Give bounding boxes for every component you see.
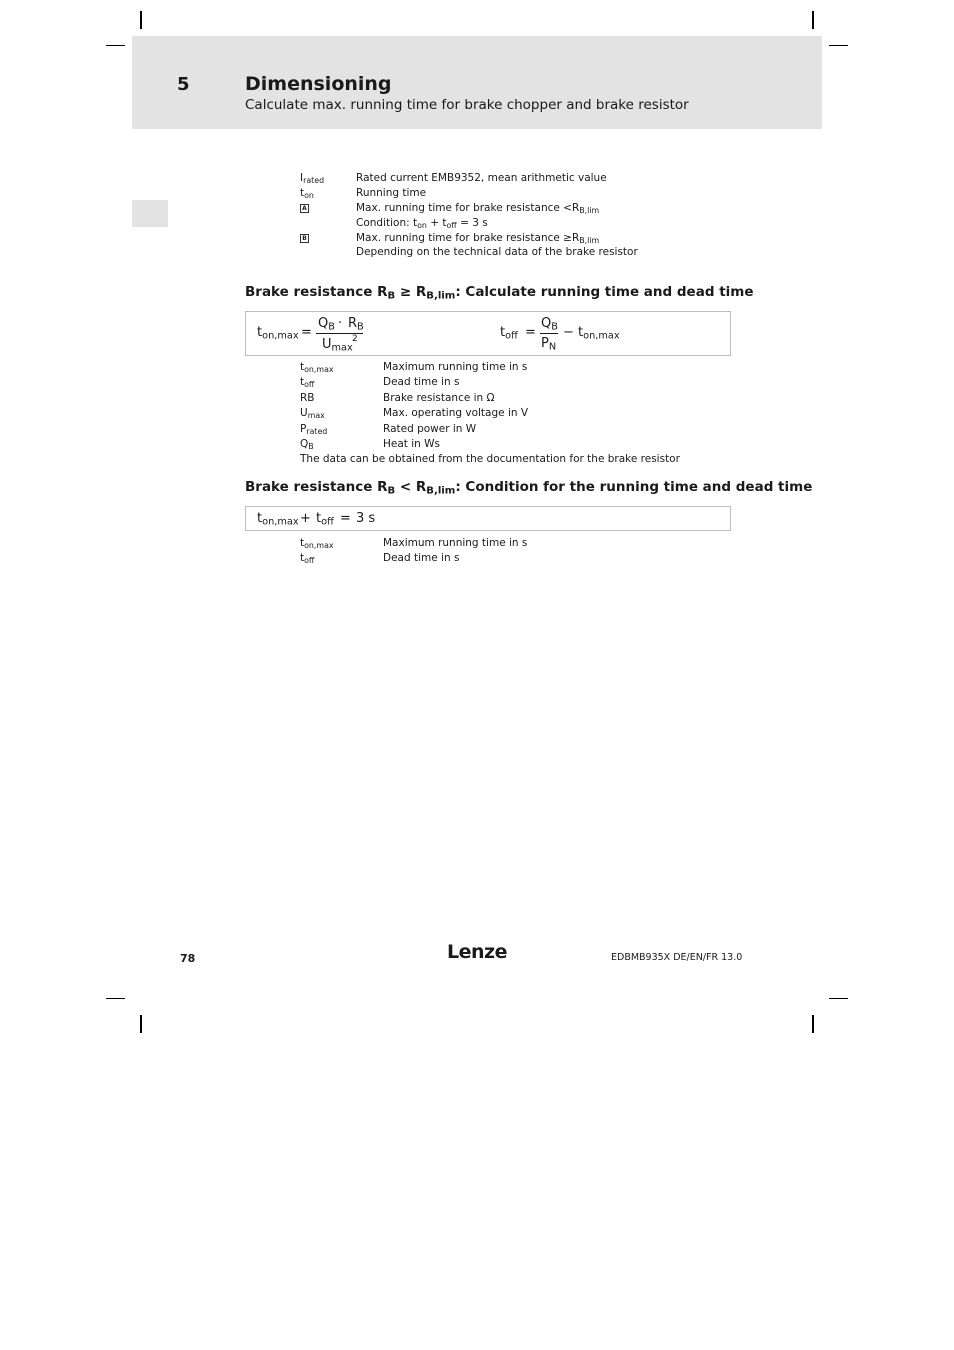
legend-symbol-sub: rated [303, 175, 325, 185]
heading-sub: B,lim [426, 485, 456, 497]
legend-text: Depending on the technical data of the brake resistor [356, 246, 638, 258]
legend-symbol: RB [300, 392, 315, 404]
legend-text: Heat in Ws [383, 438, 441, 450]
legend-symbol: U [300, 407, 308, 419]
heading-text: Brake resistance R [245, 284, 388, 300]
math-sub: off [321, 516, 334, 528]
math-operator: = [340, 511, 351, 526]
legend-symbol: t [300, 376, 305, 388]
legend-symbol-sub: off [304, 555, 315, 565]
math-symbol: R [348, 316, 358, 331]
legend-symbol: t [300, 187, 305, 199]
math-sub: B [357, 321, 364, 333]
heading-sub: B [387, 485, 396, 497]
legend-text: + t [426, 217, 447, 229]
crop-mark [829, 45, 848, 46]
crop-mark [812, 11, 814, 29]
crop-mark [140, 11, 142, 29]
heading-sub: B [387, 290, 396, 302]
section-heading [245, 479, 812, 495]
legend-text: Max. running time for brake resistance ≥R [356, 232, 580, 244]
legend-symbol-sub: on [304, 190, 314, 200]
heading-text: : Condition for the running time and dead time [455, 479, 813, 495]
legend-text-sub: on [417, 220, 427, 230]
legend-text: Max. operating voltage in V [383, 407, 529, 419]
chapter-title: Dimensioning [245, 73, 392, 95]
legend-symbol-sub: on,max [304, 540, 334, 550]
note-text: The data can be obtained from the documentation for the brake resistor [300, 453, 680, 465]
crop-mark [829, 998, 848, 999]
legend-symbol-sub: on,max [304, 364, 334, 374]
math-sup: 2 [352, 334, 358, 344]
legend-symbol: t [300, 552, 305, 564]
math-symbol: U [322, 337, 332, 352]
math-sub: on,max [583, 330, 620, 342]
legend-symbol: t [300, 537, 305, 549]
chapter-subtitle: Calculate max. running time for brake chopper and brake resistor [245, 97, 689, 113]
lenze-logo: Lenze [447, 941, 507, 963]
crop-mark [106, 45, 125, 46]
heading-text: Brake resistance R [245, 479, 388, 495]
math-symbol: P [541, 336, 549, 351]
heading-text: < R [395, 479, 427, 495]
legend-text: Dead time in s [383, 376, 460, 388]
math-symbol: t [500, 325, 506, 340]
math-symbol: Q [318, 316, 329, 331]
legend-text: Rated power in W [383, 423, 477, 435]
chapter-header-band [132, 36, 822, 129]
legend-symbol: Q [300, 438, 309, 450]
crop-mark [106, 998, 125, 999]
legend-symbol-sub: B [308, 441, 314, 451]
crop-mark [140, 1015, 142, 1033]
math-operator: + [300, 511, 311, 526]
math-sub: on,max [262, 516, 299, 528]
math-symbol: t [257, 511, 263, 526]
math-sub: on,max [262, 330, 299, 342]
math-symbol: t [316, 511, 322, 526]
math-sub: max [331, 342, 353, 354]
legend-symbol: t [300, 361, 305, 373]
legend-symbol-sub: rated [306, 426, 328, 436]
math-symbol: t [578, 325, 584, 340]
legend-text: Rated current EMB9352, mean arithmetic value [356, 172, 607, 184]
legend-text: Maximum running time in s [383, 537, 528, 549]
math-symbol: Q [541, 316, 552, 331]
legend-text-sub: B,lim [579, 235, 600, 245]
chapter-number: 5 [177, 74, 190, 95]
legend-text: Condition: t [356, 217, 418, 229]
math-operator: = [301, 325, 312, 340]
legend-text: Running time [356, 187, 427, 199]
crop-mark [812, 1015, 814, 1033]
legend-symbol: I [300, 172, 304, 184]
math-symbol: t [257, 325, 263, 340]
legend-text: Maximum running time in s [383, 361, 528, 373]
fraction-bar [540, 333, 558, 334]
math-operator: · [338, 316, 343, 331]
math-sub: off [505, 330, 518, 342]
legend-symbol-sub: max [307, 410, 325, 420]
legend-text: Brake resistance in Ω [383, 392, 495, 404]
legend-symbol-sub: off [304, 379, 315, 389]
chapter-side-tab [132, 200, 168, 227]
legend-symbol: P [300, 423, 307, 435]
legend-text-sub: off [446, 220, 457, 230]
math-operator: = [525, 325, 536, 340]
math-value: 3 s [356, 511, 376, 526]
legend-text: Dead time in s [383, 552, 460, 564]
legend-text: = 3 s [456, 217, 488, 229]
math-operator: − [563, 325, 574, 340]
marker-b-icon: B [300, 234, 309, 243]
legend-text: Max. running time for brake resistance <R [356, 202, 580, 214]
math-sub: B [551, 321, 558, 333]
page-number: 78 [180, 952, 196, 965]
heading-sub: B,lim [426, 290, 456, 302]
marker-a-icon: A [300, 204, 309, 213]
math-sub: B [328, 321, 335, 333]
document-id: EDBMB935X DE/EN/FR 13.0 [611, 952, 743, 963]
section-heading [245, 284, 754, 300]
math-sub: N [548, 341, 557, 353]
legend-text-sub: B,lim [579, 205, 600, 215]
heading-text: : Calculate running time and dead time [455, 284, 754, 300]
heading-text: ≥ R [395, 284, 427, 300]
